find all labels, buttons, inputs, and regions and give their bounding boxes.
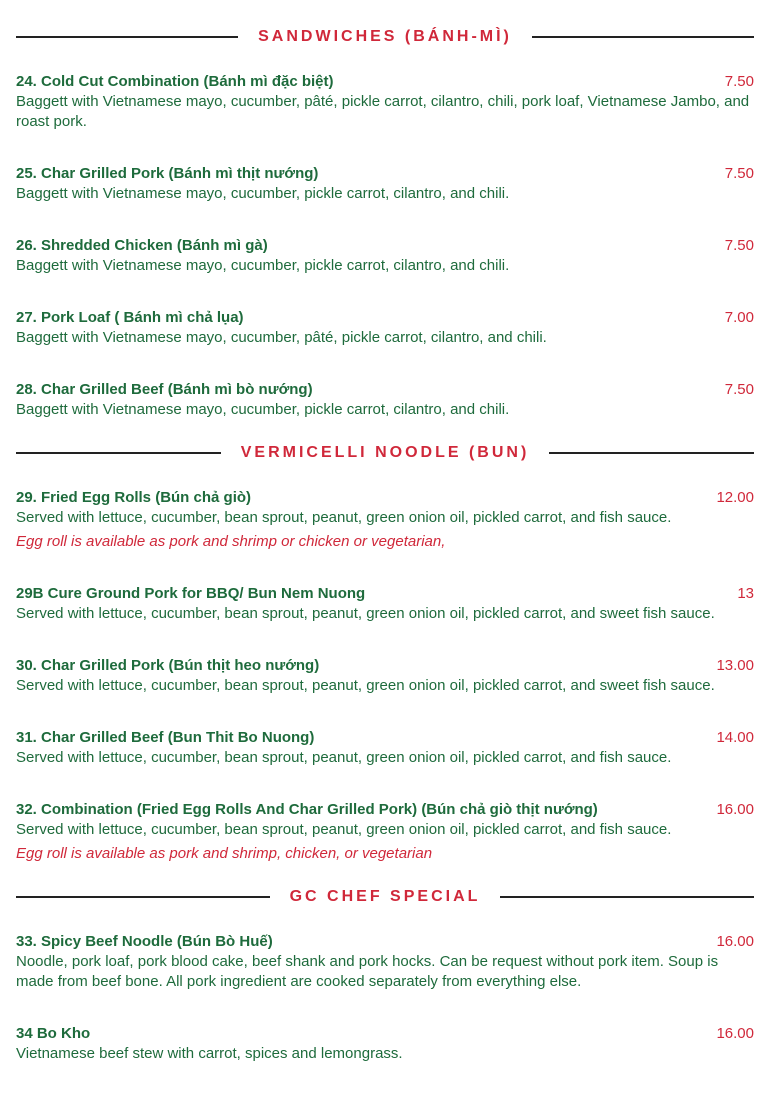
menu-item [16, 488, 754, 552]
menu-item-description: Baggett with Vietnamese mayo, cucumber, pickle carrot, cilantro, and chili. [16, 257, 510, 274]
menu-item [16, 236, 754, 276]
menu-item-price: 12.00 [716, 489, 754, 506]
menu-item-price: 7.00 [724, 309, 754, 326]
section-rule-right [500, 896, 754, 898]
menu-item-name: 27. Pork Loaf ( Bánh mì chả lụa) [16, 309, 244, 326]
section-header [16, 886, 754, 908]
section-rule-right [549, 452, 754, 454]
menu-item-name: 29B Cure Ground Pork for BBQ/ Bun Nem Nuong [16, 585, 366, 602]
menu-page [16, 0, 754, 1064]
section-title: GC CHEF SPECIAL [289, 888, 481, 905]
section-header [16, 26, 754, 48]
menu-item-description: Baggett with Vietnamese mayo, cucumber, pickle carrot, cilantro, and chili. [16, 401, 510, 418]
menu-item-header [16, 800, 754, 820]
menu-item-header [16, 164, 754, 184]
section-rule-left [16, 896, 270, 898]
menu-item [16, 728, 754, 768]
menu-item-description: Baggett with Vietnamese mayo, cucumber, pâté, pickle carrot, cilantro, and chili. [16, 329, 547, 346]
menu-item-name: 32. Combination (Fried Egg Rolls And Char Grilled Pork) (Bún chả giò thịt nướng) [16, 801, 598, 818]
menu-item-price: 16.00 [716, 933, 754, 950]
menu-item-description: Vietnamese beef stew with carrot, spices and lemongrass. [16, 1045, 403, 1062]
menu-item-name: 28. Char Grilled Beef (Bánh mì bò nướng) [16, 381, 313, 398]
menu-item-name: 24. Cold Cut Combination (Bánh mì đặc biệt) [16, 73, 334, 90]
menu-item-name: 25. Char Grilled Pork (Bánh mì thịt nướng) [16, 165, 319, 182]
menu-item [16, 1024, 754, 1064]
menu-item-description: Served with lettuce, cucumber, bean sprout, peanut, green onion oil, pickled carrot, and fish sauce. [16, 749, 672, 766]
menu-item-price: 7.50 [724, 73, 754, 90]
section-title: VERMICELLI NOODLE (BUN) [240, 444, 530, 461]
menu-item-header [16, 380, 754, 400]
menu-item-price: 7.50 [724, 381, 754, 398]
menu-item-header [16, 932, 754, 952]
menu-item-description: Served with lettuce, cucumber, bean sprout, peanut, green onion oil, pickled carrot, and fish sauce. [16, 821, 672, 838]
menu-item-description: Served with lettuce, cucumber, bean sprout, peanut, green onion oil, pickled carrot, and fish sauce. [16, 509, 672, 526]
menu-item-price: 16.00 [716, 1025, 754, 1042]
menu-item-header [16, 72, 754, 92]
menu-item-price: 13.00 [716, 657, 754, 674]
menu-item-header [16, 728, 754, 748]
menu-item-header [16, 656, 754, 676]
menu-item-price: 7.50 [724, 165, 754, 182]
section-title: SANDWICHES (BÁNH-MÌ) [258, 28, 512, 45]
menu-item-name: 29. Fried Egg Rolls (Bún chả giò) [16, 489, 252, 506]
menu-item-header [16, 1024, 754, 1044]
section-rule-right [532, 36, 754, 38]
menu-sections [16, 26, 754, 1064]
menu-item-name: 30. Char Grilled Pork (Bún thịt heo nướng) [16, 657, 320, 674]
menu-item-name: 31. Char Grilled Beef (Bun Thit Bo Nuong) [16, 729, 315, 746]
menu-item-header [16, 236, 754, 256]
menu-item-price: 16.00 [716, 801, 754, 818]
menu-item-description: Noodle, pork loaf, pork blood cake, beef shank and pork hocks. Can be request without pork item. Soup is made from beef bone. All pork ingredient are cooked separately from everything else. [16, 953, 719, 990]
menu-item [16, 656, 754, 696]
menu-item-name: 26. Shredded Chicken (Bánh mì gà) [16, 237, 268, 254]
menu-item-description: Served with lettuce, cucumber, bean sprout, peanut, green onion oil, pickled carrot, and sweet fish sauce. [16, 677, 715, 694]
menu-item [16, 72, 754, 132]
menu-item-header [16, 308, 754, 328]
menu-item-header [16, 584, 754, 604]
menu-item-header [16, 488, 754, 508]
section-rule-left [16, 452, 221, 454]
menu-item-description: Baggett with Vietnamese mayo, cucumber, pâté, pickle carrot, cilantro, chili, pork loaf, Vietnamese Jambo, and roast pork. [16, 93, 750, 130]
section-rule-left [16, 36, 238, 38]
menu-item-description: Baggett with Vietnamese mayo, cucumber, pickle carrot, cilantro, and chili. [16, 185, 510, 202]
menu-item-note: Egg roll is available as pork and shrimp or chicken or vegetarian, [16, 533, 446, 550]
menu-item-description: Served with lettuce, cucumber, bean sprout, peanut, green onion oil, pickled carrot, and sweet fish sauce. [16, 605, 715, 622]
menu-item-price: 7.50 [724, 237, 754, 254]
menu-item [16, 308, 754, 348]
menu-item [16, 380, 754, 420]
menu-item-price: 14.00 [716, 729, 754, 746]
menu-item [16, 932, 754, 992]
section-header [16, 442, 754, 464]
menu-item-price: 13 [737, 585, 754, 602]
menu-item-note: Egg roll is available as pork and shrimp, chicken, or vegetarian [16, 845, 433, 862]
menu-item [16, 584, 754, 624]
menu-item [16, 800, 754, 864]
menu-item-name: 34 Bo Kho [16, 1025, 91, 1042]
menu-item [16, 164, 754, 204]
menu-item-name: 33. Spicy Beef Noodle (Bún Bò Huế) [16, 933, 273, 950]
